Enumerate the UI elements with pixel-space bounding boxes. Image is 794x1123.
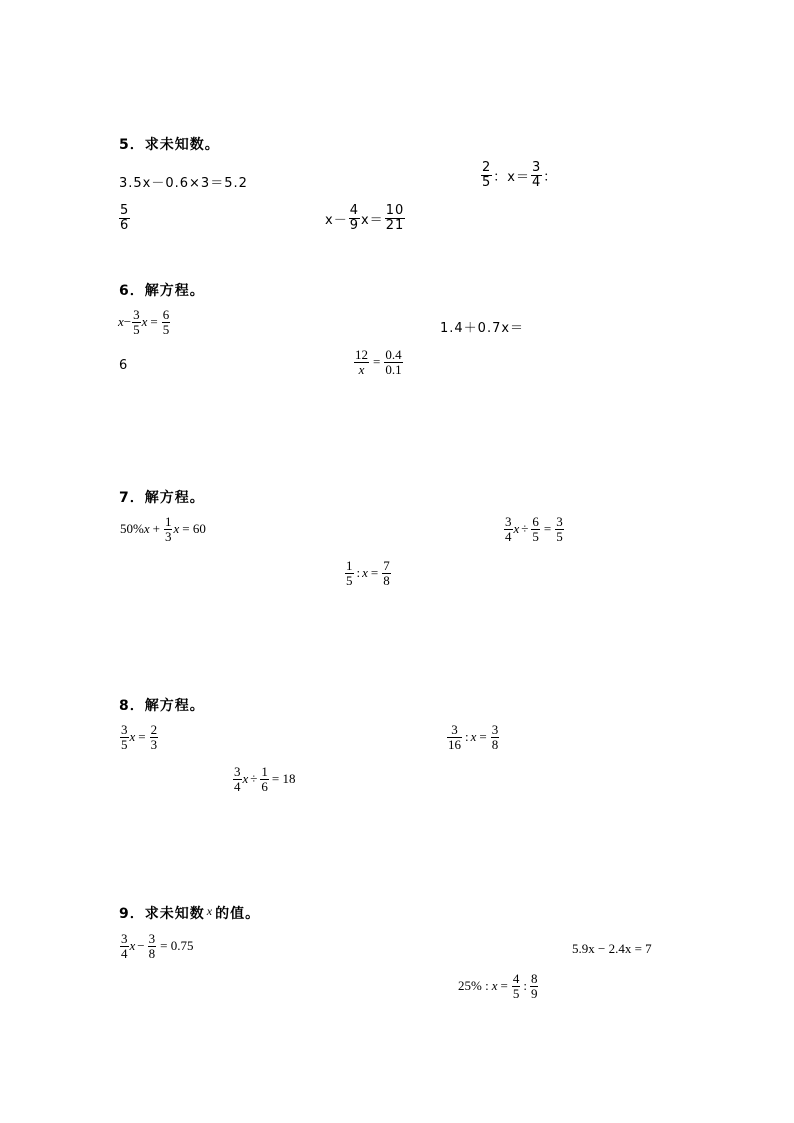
fraction: $\frac{12}{x}$ (355, 347, 368, 377)
equation-9-2: 5.9x − 2.4x = 7 (572, 941, 652, 956)
operator: + (152, 521, 160, 537)
fraction: $\frac{2}{5}$ (482, 160, 492, 190)
equation-text: ： (543, 169, 558, 185)
operator: : (523, 978, 527, 994)
fraction: $\frac{10}{21}$ (385, 203, 405, 233)
fraction: $\frac{6}{5}$ (162, 307, 170, 337)
operator: = (150, 314, 158, 330)
equation-7-2 (503, 515, 565, 543)
equation-text: x＝ (360, 212, 384, 228)
equation-text: = 0.75 (160, 938, 194, 954)
fraction: $\frac{5}{6}$ (120, 203, 130, 233)
variable: x (470, 729, 477, 745)
section-8-title: 8．解方程。 (119, 698, 205, 714)
fraction: $\frac{3}{8}$ (491, 722, 499, 752)
equation-5-3 (118, 204, 131, 232)
operator: − (137, 938, 145, 954)
fraction: $\frac{1}{5}$ (346, 558, 353, 588)
fraction: $\frac{2}{3}$ (150, 722, 158, 752)
operator: − (123, 314, 132, 330)
operator: = (543, 521, 552, 537)
operator: : (465, 729, 469, 745)
equation-5-2 (480, 161, 557, 189)
fraction: $\frac{3}{5}$ (133, 307, 140, 337)
equation-9-3 (458, 972, 539, 1000)
equation-text: x－ (325, 212, 348, 228)
equation-text: 50% (120, 521, 144, 537)
equation-text: ：x＝ (493, 169, 530, 185)
variable: x (513, 521, 520, 537)
equation-6-1 (118, 308, 171, 336)
equation-9-1 (119, 932, 193, 960)
section-7-title: 7．解方程。 (119, 490, 205, 506)
equation-8-3 (232, 765, 296, 793)
equation-5-1: 3.5x－0.6×3＝5.2 (119, 176, 248, 191)
fraction: $\frac{1}{3}$ (164, 514, 172, 544)
section-9-title (119, 903, 260, 923)
operator: = (370, 565, 379, 581)
section-6-title: 6．解方程。 (119, 283, 205, 299)
variable: x (242, 771, 249, 787)
equation-8-2 (446, 723, 500, 751)
equation-6-4 (353, 348, 404, 376)
operator: = (479, 729, 487, 745)
fraction: $\frac{3}{5}$ (121, 722, 128, 752)
equation-7-3 (344, 559, 392, 587)
equation-8-1 (119, 723, 159, 751)
title-text: 9．求未知数 (119, 906, 205, 922)
fraction: $\frac{4}{9}$ (349, 203, 359, 233)
fraction: $\frac{6}{5}$ (532, 514, 539, 544)
equation-text: = 60 (182, 521, 206, 537)
variable: x (141, 314, 148, 330)
fraction: $\frac{0.4}{0.1}$ (385, 347, 402, 377)
equation-text: 25% : (458, 978, 489, 994)
operator: ÷ (250, 771, 258, 787)
operator: = (138, 729, 146, 745)
fraction: $\frac{4}{5}$ (512, 971, 520, 1001)
variable: x (129, 729, 136, 745)
fraction: $\frac{3}{4}$ (505, 514, 512, 544)
fraction: $\frac{8}{9}$ (530, 971, 538, 1001)
fraction: $\frac{3}{16}$ (448, 722, 461, 752)
variable: x (129, 938, 136, 954)
fraction: $\frac{1}{6}$ (261, 764, 268, 794)
variable: x (118, 314, 124, 330)
variable: x (206, 903, 214, 918)
fraction: $\frac{3}{4}$ (531, 160, 542, 190)
fraction: $\frac{3}{4}$ (121, 931, 128, 961)
variable: x (173, 521, 180, 537)
equation-6-2: 1.4＋0.7x＝ (440, 321, 525, 336)
operator: = (500, 978, 508, 994)
fraction: $\frac{7}{8}$ (383, 558, 390, 588)
operator: : (356, 565, 361, 581)
fraction: $\frac{3}{5}$ (556, 514, 563, 544)
fraction: $\frac{3}{4}$ (234, 764, 241, 794)
title-text: 的值。 (215, 906, 261, 922)
equation-5-4 (325, 204, 406, 232)
variable: x (143, 521, 150, 537)
variable: x (491, 978, 498, 994)
equation-6-3: 6 (119, 358, 129, 373)
operator: ÷ (521, 521, 529, 537)
equation-text: = 18 (271, 771, 296, 787)
equation-7-1 (120, 515, 206, 543)
fraction: $\frac{3}{8}$ (148, 931, 156, 961)
operator: = (373, 354, 381, 370)
section-5-title: 5．求未知数。 (119, 137, 220, 153)
variable: x (362, 565, 368, 581)
